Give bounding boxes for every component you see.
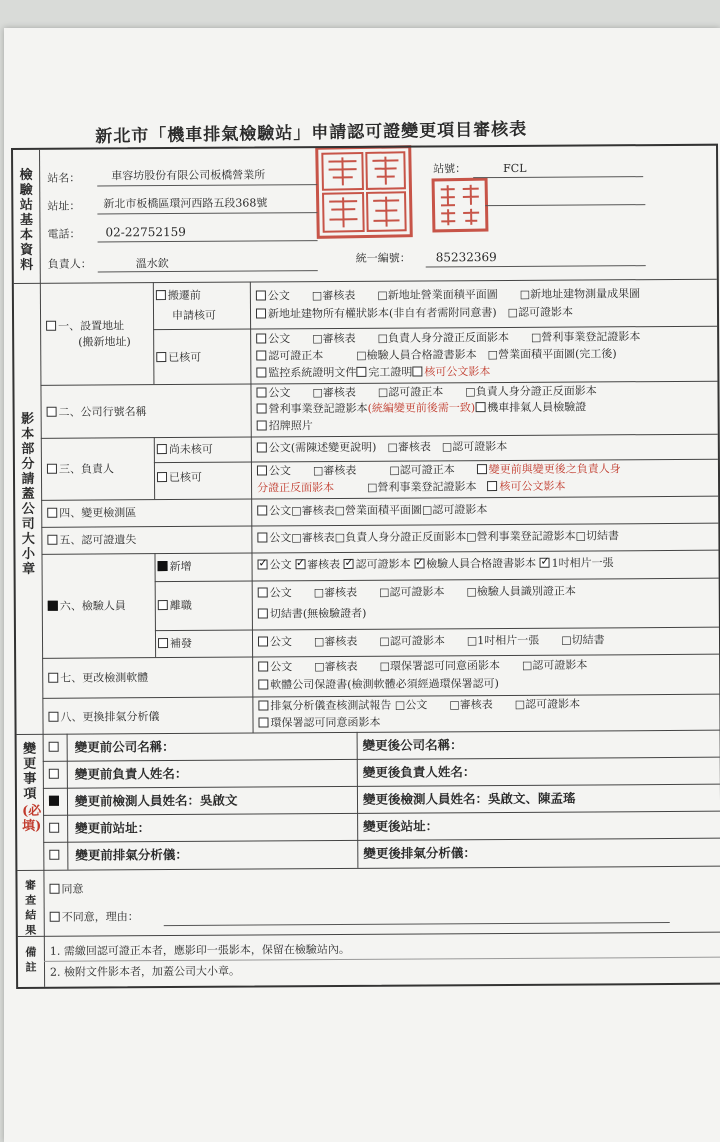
item-1a-line1[interactable]: 公文 □審核表 □新地址營業面積平面圖 □新地址建物測量成果圖 <box>256 287 640 303</box>
change-row-2-checkbox[interactable] <box>49 768 61 782</box>
change-after-owner: 變更後負責人姓名： <box>362 764 476 780</box>
remark-1: 1. 需繳回認可證正本者，應影印一張影本，保留在檢驗站內。 <box>49 942 350 958</box>
section-review: 審查結果 <box>24 878 37 937</box>
item-4-test-area[interactable]: 四、變更檢測區 <box>47 506 136 521</box>
change-before-inspector: 變更前檢測人員姓名：吳啟文 <box>74 792 238 809</box>
station-name-value: 車容坊股份有限公司板橋營業所 <box>111 168 266 183</box>
review-disagree[interactable]: 不同意，理由： <box>50 910 139 925</box>
item-1-address[interactable]: 一、設置地址 <box>46 319 124 333</box>
change-after-address: 變更後站址： <box>363 818 439 834</box>
change-after-company: 變更後公司名稱： <box>362 737 463 753</box>
review-agree[interactable]: 同意 <box>49 883 83 897</box>
tax-id-label: 統一編號： <box>355 251 411 265</box>
item-1b-approved[interactable]: 已核可 <box>156 351 201 365</box>
change-before-analyzer: 變更前排氣分析儀： <box>75 846 188 863</box>
item-3a-line1[interactable]: 公文(需陳述變更說明) □審核表 □認可證影本 <box>257 440 507 456</box>
tax-id-value: 85232369 <box>435 250 497 265</box>
change-row-1-checkbox[interactable] <box>49 741 61 755</box>
item-7-software[interactable]: 七、更改檢測軟體 <box>48 671 148 686</box>
item-6b-leave[interactable]: 離職 <box>158 599 192 613</box>
station-code-value: FCL <box>503 161 527 175</box>
change-after-inspector: 變更後檢測人員姓名：吳啟文、陳孟瑤 <box>362 790 576 807</box>
item-8-analyzer[interactable]: 八、更換排氣分析儀 <box>48 710 159 725</box>
station-code-label: 站號： <box>433 162 467 176</box>
section-basic-info: 檢驗站基本資料 <box>19 167 34 273</box>
item-6b-line1[interactable]: 公文 □審核表 □認可證影本 □檢驗人員識別證正本 <box>258 585 576 601</box>
item-5-line1[interactable]: 公文□審核表□負責人身分證正反面影本□營利事業登記證影本□切結書 <box>257 529 619 545</box>
change-before-owner: 變更前負責人姓名： <box>74 765 188 782</box>
item-2-line1[interactable]: 公文 □審核表 □認可證正本 □負責人身分證正反面影本 <box>256 384 596 400</box>
item-1a-line2[interactable]: 新地址建物所有權狀影本(非自有者需附同意書) □認可證影本 <box>256 306 573 322</box>
change-row-3-checkbox[interactable] <box>49 795 61 809</box>
section-copies-stamp: 影本部分請蓋公司大小章 <box>21 411 36 577</box>
item-6a-line1[interactable]: ✓ 公文 ✓ 審核表 ✓ 認可證影本 ✓ 檢驗人員合格證書影本 ✓ 1吋相片一張 <box>258 556 614 572</box>
item-1a-label2: 申請核可 <box>171 308 217 323</box>
change-before-address: 變更前站址： <box>75 820 151 836</box>
item-2-company-name[interactable]: 二、公司行號名稱 <box>47 405 147 420</box>
owner-label: 負責人： <box>47 257 92 271</box>
remark-2: 2. 檢附文件影本者，加蓋公司大小章。 <box>49 964 241 979</box>
item-4-line1[interactable]: 公文□審核表□營業面積平面圖□認可證影本 <box>257 503 487 518</box>
item-3-owner[interactable]: 三、負責人 <box>47 462 114 476</box>
item-3b-approved[interactable]: 已核可 <box>157 471 202 485</box>
item-1-sub: (搬新地址) <box>78 335 131 349</box>
item-1b-line3[interactable]: 監控系統證明文件 完工證明 核可公文影本 <box>256 365 490 380</box>
checkbox-checked <box>295 559 305 569</box>
item-8-line1[interactable]: 排氣分析儀查核測試報告 □公文 □審核表 □認可證影本 <box>258 698 580 714</box>
item-2-line2[interactable]: 營利事業登記證影本(統編變更前後需一致) 機車排氣人員檢驗證 <box>257 400 587 416</box>
item-3b-line2[interactable]: 分證正反面影本 □營利事業登記證影本 核可公文影本 <box>257 479 566 495</box>
item-8-line2[interactable]: 環保署認可同意函影本 <box>258 716 380 731</box>
item-1b-line2[interactable]: 認可證正本 □檢驗人員合格證書影本 □營業面積平面圖(完工後) <box>256 347 616 363</box>
item-7-line2[interactable]: 軟體公司保證書(檢測軟體必須經過環保署認可) <box>258 677 499 692</box>
change-after-analyzer: 變更後排氣分析儀： <box>363 845 476 861</box>
checkbox-checked <box>258 559 268 569</box>
change-row-4-checkbox[interactable] <box>49 822 61 836</box>
change-row-5-checkbox[interactable] <box>49 849 61 863</box>
checkbox-checked <box>540 558 550 568</box>
item-5-cert-lost[interactable]: 五、認可證遺失 <box>47 533 136 548</box>
item-1-checkbox <box>46 321 56 331</box>
section-changes-required: (必填) <box>22 803 42 834</box>
checkbox-checked <box>414 558 424 568</box>
change-before-company: 變更前公司名稱： <box>74 739 175 755</box>
item-6c-line1[interactable]: 公文 □審核表 □認可證影本 □1吋相片一張 □切結書 <box>258 633 605 649</box>
item-6a-add[interactable]: 新增 <box>158 560 192 574</box>
item-3b-line1[interactable]: 公文 □審核表 □認可證正本 變更前與變更後之負責人身 <box>257 462 621 478</box>
phone-value: 02-22752159 <box>105 224 186 240</box>
item-1a-before-move[interactable]: 搬遷前 <box>156 289 201 303</box>
owner-value: 溫水欽 <box>135 257 169 271</box>
station-name-label: 站名： <box>47 171 81 185</box>
section-remarks: 備註 <box>25 945 37 974</box>
item-6c-reissue[interactable]: 補發 <box>158 637 192 651</box>
phone-label: 電話： <box>47 227 81 241</box>
checkbox-checked <box>344 559 354 569</box>
section-changes: 變更事項 <box>23 741 37 802</box>
item-1b-line1[interactable]: 公文 □審核表 □負責人身分證正反面影本 □營利事業登記證影本 <box>256 330 640 346</box>
item-2-line3[interactable]: 招牌照片 <box>257 419 313 433</box>
item-6b-line2[interactable]: 切結書(無檢驗證者) <box>258 607 367 622</box>
item-7-line1[interactable]: 公文 □審核表 □環保署認可同意函影本 □認可證影本 <box>258 658 587 674</box>
station-address-label: 站址： <box>47 199 81 213</box>
form-table <box>11 144 720 989</box>
item-3a-not-approved[interactable]: 尚未核可 <box>157 443 213 457</box>
station-address-value: 新北市板橋區環河西路五段368號 <box>103 196 268 211</box>
item-6-inspector[interactable]: 六、檢驗人員 <box>48 599 126 613</box>
form-title: 新北市「機車排氣檢驗站」申請認可證變更項目審核表 <box>95 119 528 147</box>
